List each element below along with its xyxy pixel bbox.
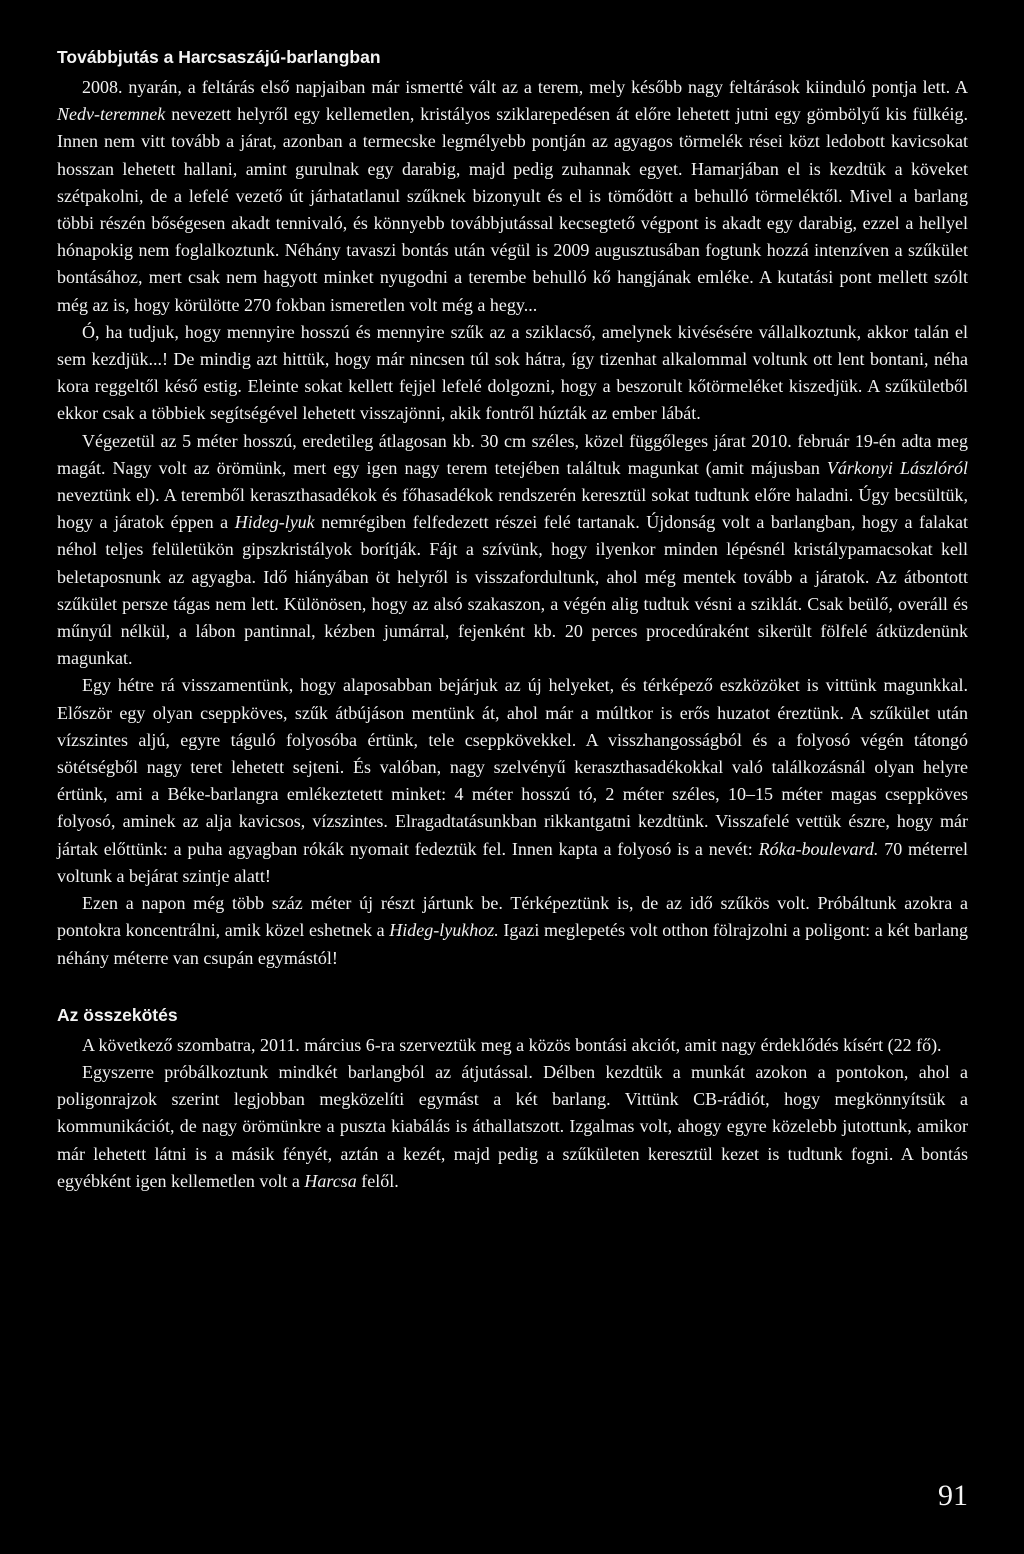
place-name-italic: Hideg-lyuk	[234, 512, 315, 533]
text-run: 70 méterrel voltunk a bejárat szintje alatt!	[57, 838, 968, 886]
text-run: 2008. nyarán, a feltárás első napjaiban már ismertté vált az a terem, mely később nagy feltárások kiinduló pontja lett. A	[82, 77, 968, 97]
page-number: 91	[938, 1479, 968, 1512]
place-name-italic: Harcsa	[304, 1170, 357, 1191]
text-run: nevezett helyről egy kellemetlen, kristályos sziklarepedésen át előre lehetett jutni egy gömbölyű kis fülkéig. Innen nem vitt tovább a járat, azonban a termecske legmélyebb pontján az agyagos törmelék rései közt ledobott kavicsokat hosszan lehetett hallani, amint gurulnak egy darabig, majd pedig zuhannak egyet. Hamarjában el is kezdtük a köveket szétpakolni, de a lefelé vezető út járhatatlanul szűknek bizonyult és el is tömődött a behulló törmeléktől. Mivel a barlang többi részén bőségesen akadt tennivaló, és könnyebb továbbjutással kecsegtető végpont is akadt egy darabig, ezzel a hellyel hónapokig nem foglalkoztunk. Néhány tavaszi bontás után végül is 2009 augusztusában fogtunk hozzá intenzíven a szűkület bontásához, mert csak nem hagyott minket nyugodni a terembe behulló kő hangjának emléke. A kutatási pont mellett szólt még az is, hogy körülötte 270 fokban ismeretlen volt még a hegy...	[57, 104, 968, 315]
paragraph	[57, 428, 968, 673]
paragraph: Ó, ha tudjuk, hogy mennyire hosszú és mennyire szűk az a sziklacső, amelynek kivésésére vállalkoztunk, akkor talán el sem kezdjük...! De mindig azt hittük, hogy már nincsen túl sok hátra, így tizenhat alkalommal voltunk ott lent bontani, néha kora reggeltől késő estig. Eleinte sokat kellett fejjel lefelé dolgozni, hogy a beszorult kőtörmeléket kiszedjük. A szűkületből ekkor csak a többiek segítségével lehetett visszajönni, akik fontről húzták az ember lábát.	[57, 321, 968, 424]
paragraph	[57, 672, 968, 890]
section-heading-tovabbjutas: Továbbjutás a Harcsaszájú-barlangban	[57, 47, 381, 67]
text-run: Egy hétre rá visszamentünk, hogy alaposabban bejárjuk az új helyeket, és térképező eszközöket is vittünk magunkkal. Először egy olyan cseppköves, szűk átbújáson mentünk át, ahol már a múltkor is erős huzatot éreztünk. A szűkület után vízszintes aljú, egyre táguló folyosóba értünk, tele cseppkövekkel. A visszhangosságból és a folyosó végén tátongó sötétségből nagy teret lehetett sejteni. És valóban, nagy szelvényű keraszthasadékokkal való találkozásnál olyan helyre értünk, ami a Béke-barlangra emlékeztetett minket: 4 méter hosszú tó, 2 méter széles, 10–15 méter magas cseppköves folyosó, aminek az alja kavicsos, vízszintes. Elragadtatásunkban rikkantgatni kezdtünk. Visszafelé vettük észre, hogy már jártak előttünk: a puha agyagban rókák nyomait fedeztük fel. Innen kapta a folyosó is a nevét:	[57, 675, 968, 859]
paragraph	[57, 1059, 968, 1195]
place-name-italic: Hideg-lyukhoz.	[389, 920, 499, 941]
text-run: Igazi meglepetés volt otthon fölrajzolni a poligont: a két barlang néhány méterre van csupán egymástól!	[57, 920, 969, 968]
paragraph	[57, 74, 968, 319]
person-name-italic: Várkonyi Lászlóról	[826, 457, 968, 478]
paragraph: A következő szombatra, 2011. március 6-ra szerveztük meg a közös bontási akciót, amit nagy érdeklődés kísért (22 fő).	[82, 1034, 942, 1055]
text-run: felől.	[356, 1170, 399, 1191]
page-content	[57, 44, 968, 1195]
text-run: Végezetül az 5 méter hosszú, eredetileg átlagosan kb. 30 cm széles, közel függőleges járat 2010. február 19-én adta meg magát. Nagy volt az örömünk, mert egy igen nagy terem tetejében találtuk magunkat (amit májusban	[57, 430, 968, 478]
place-name-italic: Róka-boulevard.	[758, 838, 879, 859]
text-run: neveztünk el). A teremből keraszthasadékok és főhasadékok rendszerén keresztül sokat tudtunk előre haladni. Úgy becsültük, hogy a járatok éppen a	[57, 485, 968, 533]
paragraph	[57, 890, 968, 972]
section-heading-osszekotes: Az összekötés	[57, 1004, 178, 1025]
text-run: Ezen a napon még több száz méter új részt jártunk be. Térképeztünk is, de az idő szűkös volt. Próbáltunk azokra a pontokra koncentrálni, amik közel eshetnek a	[57, 893, 968, 941]
text-run: Egyszerre próbálkoztunk mindkét barlangból az átjutással. Délben kezdtük a munkát azokon a pontokon, ahol a poligonrajzok szerint legjobban megközelíti egymást a két barlang. Vittünk CB-rádiót, hogy megkönnyítsük a kommunikációt, de nagy örömünkre a puszta kiabálás is áthallatszott. Izgalmas volt, ahogy egyre közelebb jutottunk, amikor már lehetett látni is a másik fényét, aztán a kezét, majd pedig a szűkületen keresztül kezet is tudtunk fogni. A bontás egyébként igen kellemetlen volt a	[57, 1061, 968, 1191]
text-run: nemrégiben felfedezett részei felé tartanak. Újdonság volt a barlangban, hogy a falakat néhol teljes felületükön gipszkristályok borítják. Fájt a szívünk, hogy ilyenkor minden lépésnél kristálypamacsokat kell beletaposnunk az agyagba. Idő hiányában öt helyről is visszafordultunk, ahol még mentek tovább a járatok. Az átbontott szűkület persze tágas nem lett. Különösen, hogy az alsó szakaszon, a végén alig tudtuk vésni a sziklát. Csak beülő, overáll és műnyúl nélkül, a lábon pantinnal, kézben jumárral, fejenként kb. 20 perces procedúraként sikerült fölfelé átküzdenünk magunkat.	[57, 512, 968, 669]
place-name-italic: Nedv-teremnek	[57, 104, 166, 125]
